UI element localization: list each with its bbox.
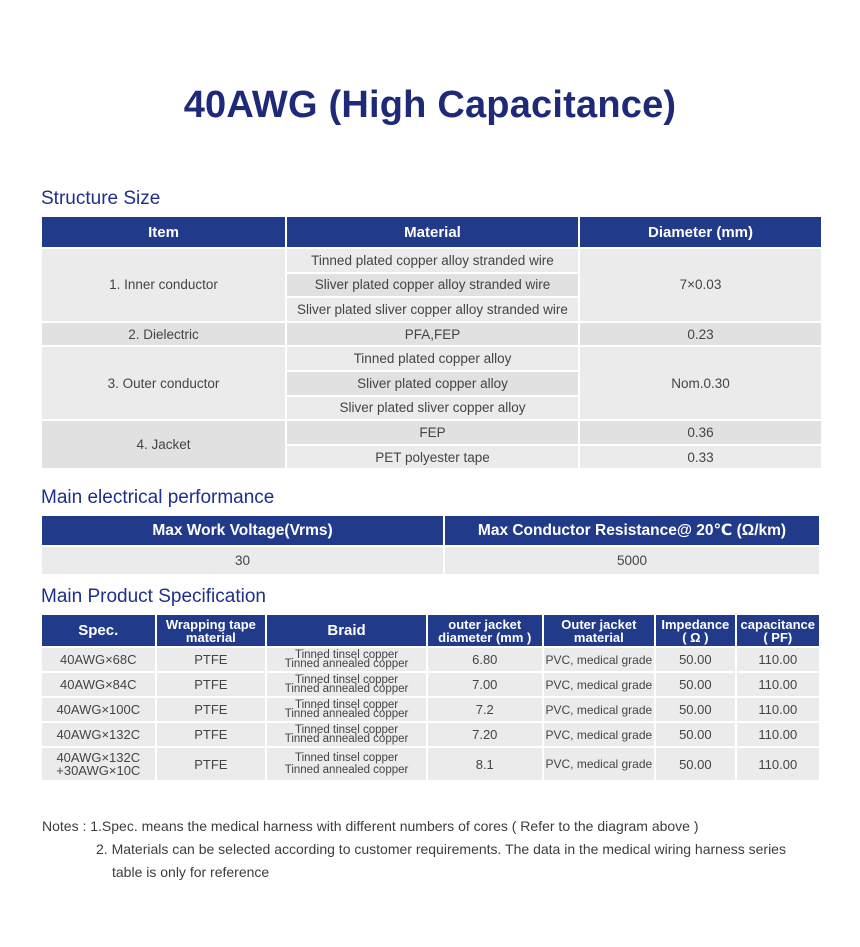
od-cell: 8.1	[428, 748, 542, 780]
wrap-cell: PTFE	[157, 723, 266, 746]
wrap-cell: PTFE	[157, 648, 266, 671]
product-specification-heading: Main Product Specification	[41, 586, 266, 607]
od-cell: 7.20	[428, 723, 542, 746]
wrap-cell: PTFE	[157, 673, 266, 696]
braid-cell: Tinned tinsel copper Tinned annealed copper	[267, 673, 426, 696]
header-braid: Braid	[267, 615, 426, 646]
structure-size-heading: Structure Size	[41, 188, 161, 209]
dielectric-diameter: 0.23	[580, 323, 821, 346]
braid-cell: Tinned tinsel copper Tinned annealed copper	[267, 723, 426, 746]
outer-conductor-material: Tinned plated copper alloy	[287, 347, 578, 370]
table-row	[42, 748, 819, 780]
electrical-performance-table	[40, 514, 821, 576]
outer-conductor-material: Sliver plated copper alloy	[287, 372, 578, 395]
impedance-cell: 50.00	[656, 698, 734, 721]
table-row	[42, 421, 821, 444]
braid-cell: Tinned tinsel copper Tinned annealed copper	[267, 698, 426, 721]
material-cell: PVC, medical grade	[544, 748, 655, 780]
jacket-material: FEP	[287, 421, 578, 444]
capacitance-cell: 110.00	[737, 673, 819, 696]
header-item: Item	[42, 217, 285, 247]
capacitance-cell: 110.00	[737, 748, 819, 780]
spec-cell: 40AWG×84C	[42, 673, 155, 696]
wrap-cell: PTFE	[157, 748, 266, 780]
table-row	[42, 547, 819, 574]
material-cell: PVC, medical grade	[544, 673, 655, 696]
inner-conductor-material: Sliver plated copper alloy stranded wire	[287, 274, 578, 297]
page-title: 40AWG (High Capacitance)	[183, 84, 677, 126]
jacket-item: 4. Jacket	[42, 421, 285, 468]
table-row	[42, 323, 821, 346]
dielectric-item: 2. Dielectric	[42, 323, 285, 346]
max-voltage-value: 30	[42, 547, 443, 574]
max-resistance-value: 5000	[445, 547, 819, 574]
electrical-performance-heading: Main electrical performance	[41, 487, 275, 508]
od-cell: 6.80	[428, 648, 542, 671]
notes	[42, 815, 786, 884]
header-material: Material	[287, 217, 578, 247]
impedance-cell: 50.00	[656, 748, 734, 780]
material-cell: PVC, medical grade	[544, 648, 655, 671]
jacket-diameter: 0.33	[580, 446, 821, 469]
jacket-diameter: 0.36	[580, 421, 821, 444]
header-spec: Spec.	[42, 615, 155, 646]
table-row	[42, 249, 821, 272]
capacitance-cell: 110.00	[737, 723, 819, 746]
impedance-cell: 50.00	[656, 723, 734, 746]
note-line-3: table is only for reference	[112, 864, 270, 880]
spec-cell: 40AWG×100C	[42, 698, 155, 721]
table-row	[42, 698, 819, 721]
spec-cell: 40AWG×132C +30AWG×10C	[42, 748, 155, 780]
product-specification-table	[40, 613, 821, 782]
inner-conductor-diameter: 7×0.03	[580, 249, 821, 321]
inner-conductor-item: 1. Inner conductor	[42, 249, 285, 321]
od-cell: 7.2	[428, 698, 542, 721]
material-cell: PVC, medical grade	[544, 723, 655, 746]
outer-conductor-material: Sliver plated sliver copper alloy	[287, 397, 578, 420]
impedance-cell: 50.00	[656, 673, 734, 696]
table-row	[42, 723, 819, 746]
header-max-voltage: Max Work Voltage(Vrms)	[42, 516, 443, 545]
header-outer-material: Outer jacket material	[544, 615, 655, 646]
dielectric-material: PFA,FEP	[287, 323, 578, 346]
wrap-cell: PTFE	[157, 698, 266, 721]
header-outer-diameter: outer jacket diameter (mm )	[428, 615, 542, 646]
header-diameter: Diameter (mm)	[580, 217, 821, 247]
spec-cell: 40AWG×68C	[42, 648, 155, 671]
braid-cell: Tinned tinsel copper Tinned annealed copper	[267, 748, 426, 780]
capacitance-cell: 110.00	[737, 698, 819, 721]
braid-cell: Tinned tinsel copper Tinned annealed copper	[267, 648, 426, 671]
table-row	[42, 347, 821, 370]
impedance-cell: 50.00	[656, 648, 734, 671]
outer-conductor-item: 3. Outer conductor	[42, 347, 285, 419]
od-cell: 7.00	[428, 673, 542, 696]
inner-conductor-material: Sliver plated sliver copper alloy stranded wire	[287, 298, 578, 321]
outer-conductor-diameter: Nom.0.30	[580, 347, 821, 419]
table-row	[42, 673, 819, 696]
table-row	[42, 648, 819, 671]
jacket-material: PET polyester tape	[287, 446, 578, 469]
header-impedance: Impedance ( Ω )	[656, 615, 734, 646]
header-capacitance: capacitance ( PF)	[737, 615, 819, 646]
inner-conductor-material: Tinned plated copper alloy stranded wire	[287, 249, 578, 272]
header-max-resistance: Max Conductor Resistance@ 20℃ (Ω/km)	[445, 516, 819, 545]
material-cell: PVC, medical grade	[544, 698, 655, 721]
note-line-2: 2. Materials can be selected according to customer requirements. The data in the medical wiring harness series	[96, 841, 786, 857]
header-wrapping-tape: Wrapping tape material	[157, 615, 266, 646]
note-line-1: Notes : 1.Spec. means the medical harness with different numbers of cores ( Refer to the diagram above )	[42, 818, 699, 834]
structure-size-table	[40, 215, 823, 470]
spec-cell: 40AWG×132C	[42, 723, 155, 746]
capacitance-cell: 110.00	[737, 648, 819, 671]
